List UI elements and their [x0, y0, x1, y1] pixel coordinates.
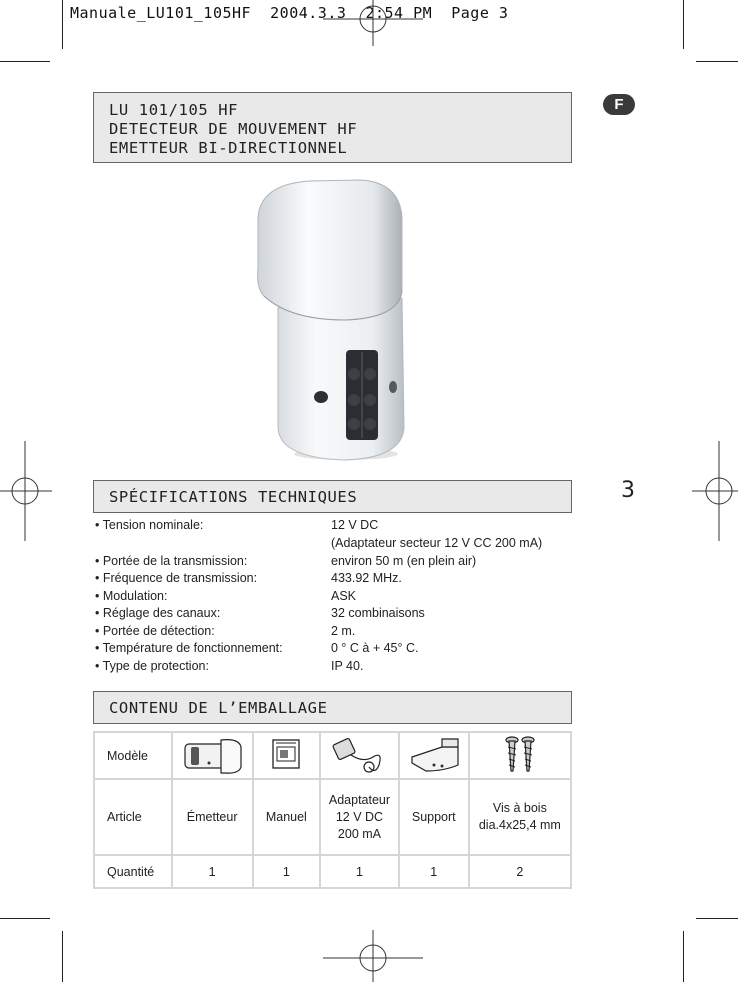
article-row: [94, 779, 571, 855]
quantity-cell: 1: [320, 855, 399, 888]
spec-value: 2 m.: [331, 624, 356, 638]
spec-value: 0 ° C à + 45° C.: [331, 641, 419, 655]
quantity-cell: 2: [469, 855, 571, 888]
quantity-row: [94, 855, 571, 888]
motion-detector-photo: [250, 178, 410, 468]
manual-thumbnail: [253, 732, 321, 779]
package-heading-box: [93, 691, 572, 724]
quantity-cell: 1: [399, 855, 469, 888]
quantity-cell: 1: [172, 855, 253, 888]
model-number: LU 101/105 HF: [109, 101, 239, 119]
package-table: [93, 731, 572, 889]
screws-icon: [500, 733, 540, 775]
specifications-heading: SPÉCIFICATIONS TECHNIQUES: [109, 488, 358, 506]
support-thumbnail: [399, 732, 469, 779]
article-detail: 200 mA: [337, 826, 382, 841]
article-name: Vis à bois: [492, 801, 547, 815]
article-name: Support: [411, 810, 456, 824]
spec-value: IP 40.: [331, 659, 364, 673]
spec-value: 433.92 MHz.: [331, 571, 402, 585]
article-detail: dia.4x25,4 mm: [478, 818, 561, 832]
print-header: Manuale_LU101_105HF 2004.3.3 2:54 PM Page 3: [70, 4, 509, 22]
spec-label: • Réglage des canaux:: [95, 606, 221, 620]
spec-value: ASK: [331, 589, 357, 603]
spec-label: • Fréquence de transmission:: [95, 571, 258, 585]
article-cell: [320, 779, 399, 855]
spec-label: • Tension nominale:: [95, 518, 204, 532]
quantity-cell: 1: [253, 855, 321, 888]
title-box: [93, 92, 572, 163]
spec-label: • Modulation:: [95, 589, 168, 603]
page-number: 3: [621, 478, 635, 503]
specifications-heading-box: [93, 480, 572, 513]
screws-thumbnail: [469, 732, 571, 779]
article-name: Adaptateur: [328, 792, 391, 807]
article-cell: [253, 779, 321, 855]
article-name: Émetteur: [186, 810, 238, 824]
support-bracket-icon: [404, 733, 464, 775]
article-detail: 12 V DC: [335, 809, 384, 824]
product-subtitle: EMETTEUR BI-DIRECTIONNEL: [109, 139, 348, 157]
spec-label: • Portée de la transmission:: [95, 554, 248, 568]
transmitter-thumbnail: [172, 732, 253, 779]
spec-label: • Type de protection:: [95, 659, 209, 673]
manual-icon: [269, 737, 303, 771]
spec-label: • Portée de détection:: [95, 624, 215, 638]
row-label-model: Modèle: [94, 732, 172, 779]
spec-value: 32 combinaisons: [331, 606, 425, 620]
spec-value: environ 50 m (en plein air): [331, 554, 477, 568]
article-name: Manuel: [265, 810, 307, 824]
row-label-article: Article: [94, 779, 172, 855]
article-cell: [172, 779, 253, 855]
spec-label: • Température de fonctionnement:: [95, 641, 283, 655]
row-label-quantity: Quantité: [94, 855, 172, 888]
power-adapter-icon: [329, 733, 389, 775]
product-name: DETECTEUR DE MOUVEMENT HF: [109, 120, 358, 138]
language-badge: F: [603, 94, 635, 115]
article-cell: [399, 779, 469, 855]
adapter-thumbnail: [320, 732, 399, 779]
spec-value: (Adaptateur secteur 12 V CC 200 mA): [331, 536, 543, 550]
spec-value: 12 V DC: [331, 518, 379, 532]
model-row: [94, 732, 571, 779]
transmitter-icon: [177, 733, 247, 775]
package-heading: CONTENU DE L’EMBALLAGE: [109, 699, 328, 717]
article-cell: [469, 779, 571, 855]
